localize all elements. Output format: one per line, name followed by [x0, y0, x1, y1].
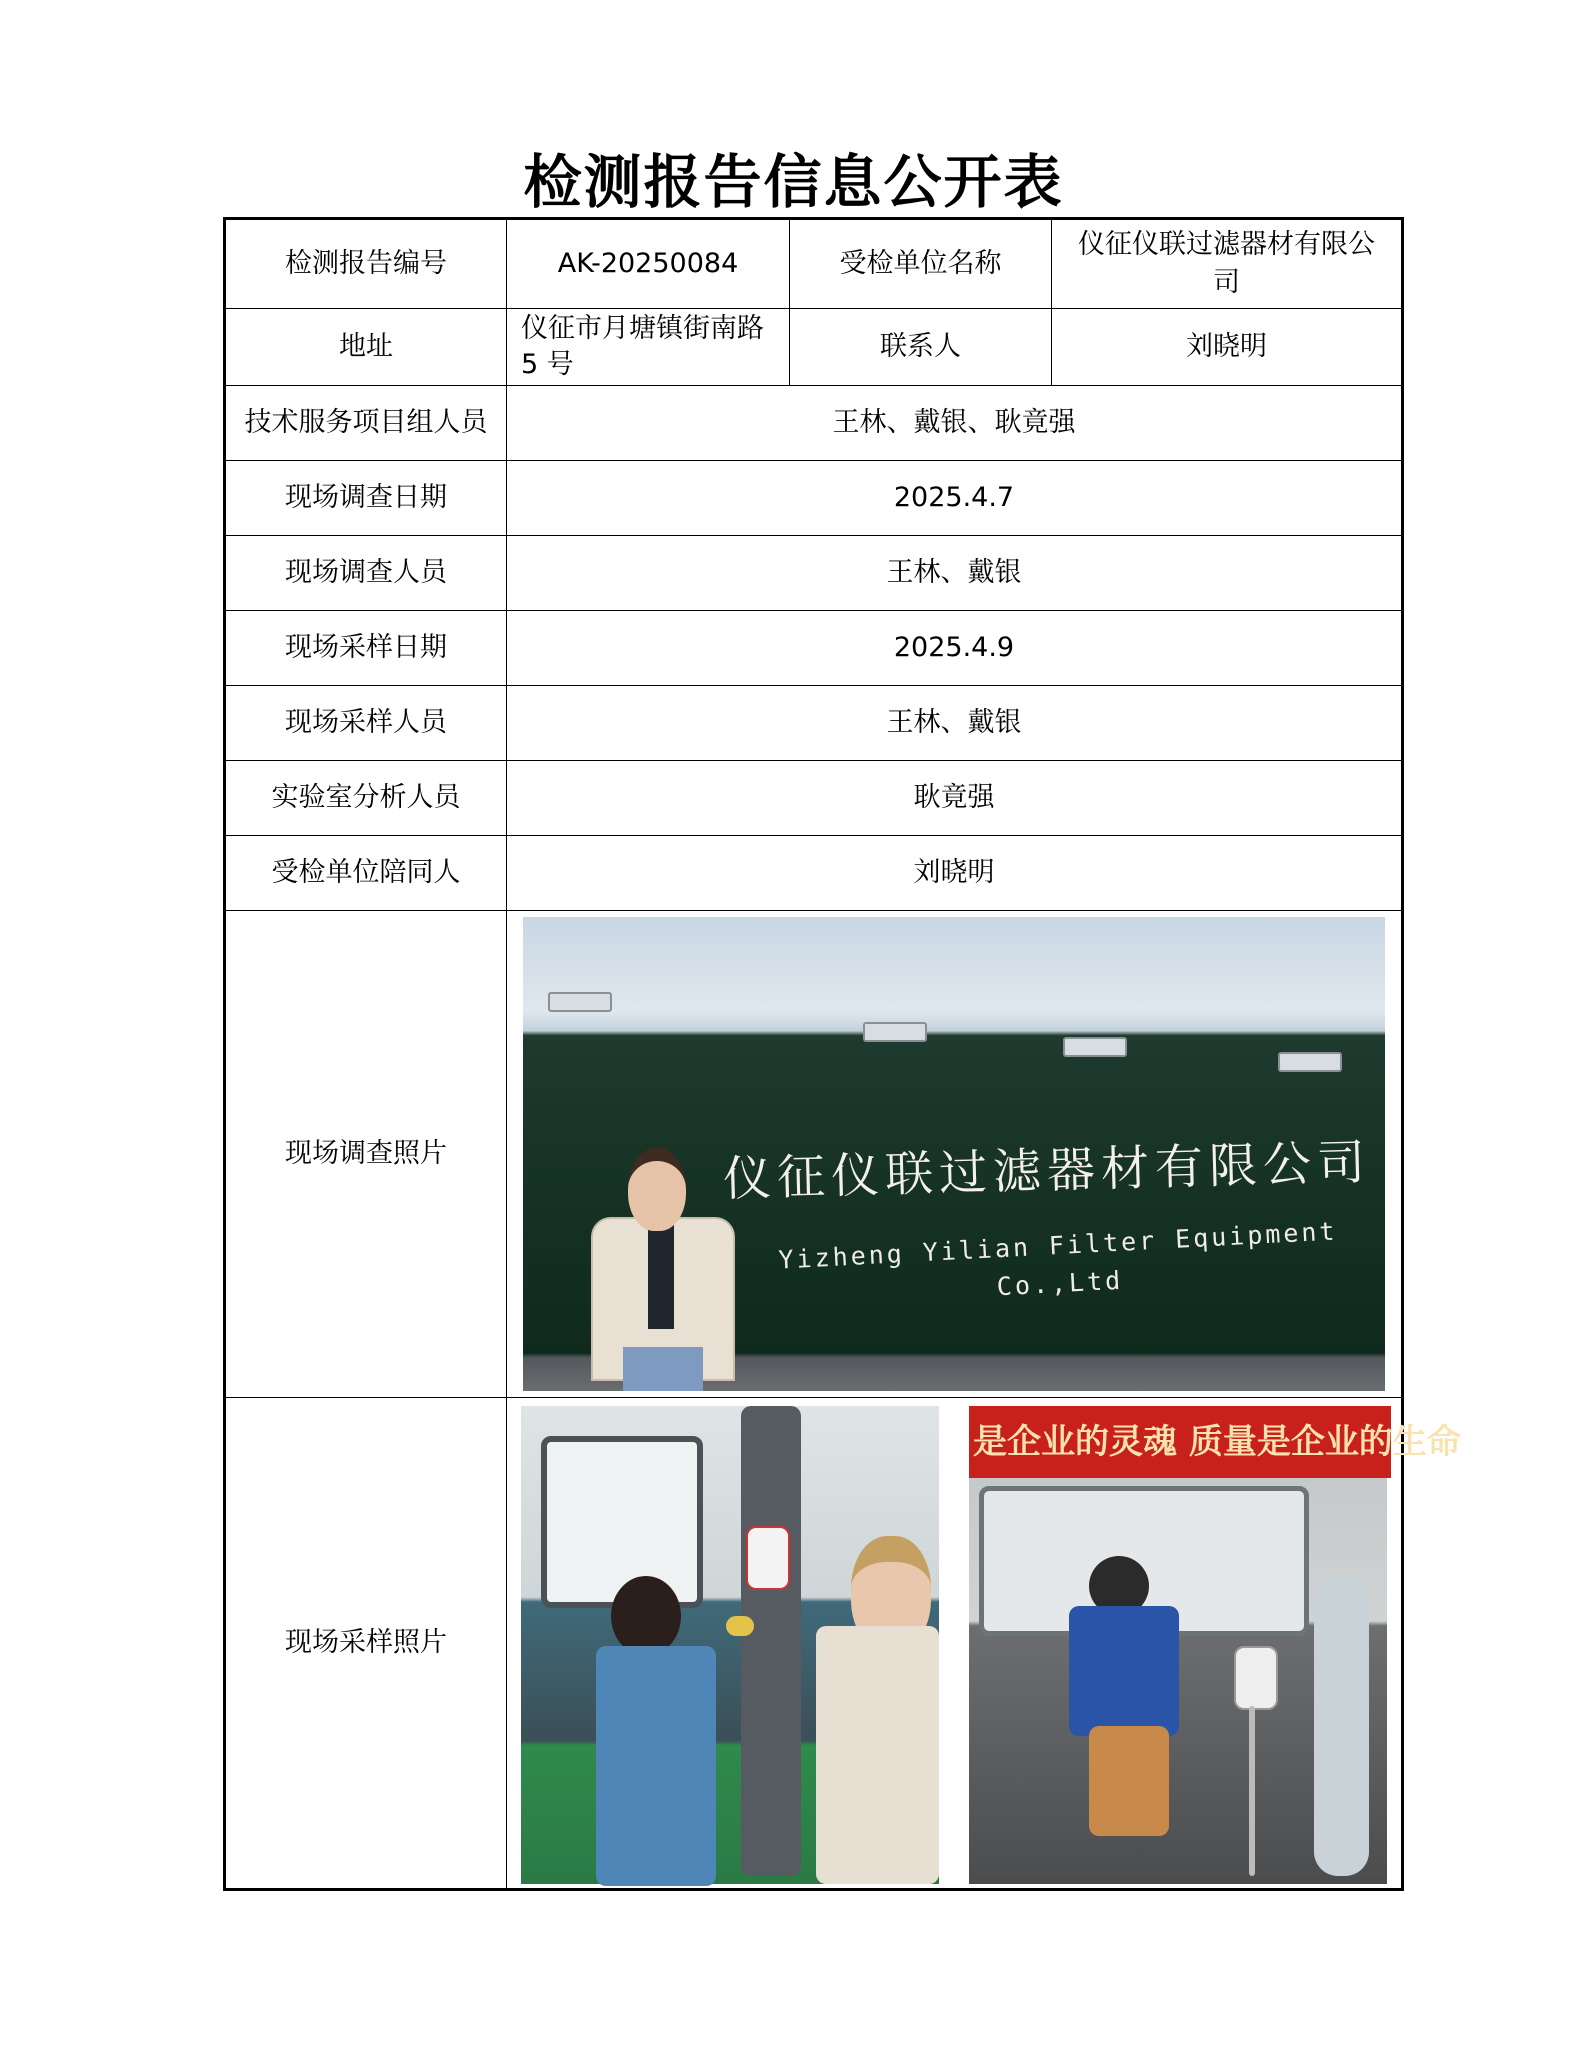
table-row: [225, 309, 1403, 386]
table-row: [225, 219, 1403, 309]
escort-value: 刘晓明: [507, 836, 1403, 911]
unit-value: [1052, 219, 1403, 309]
worker-hair: [611, 1576, 681, 1656]
address-label: 地址: [225, 309, 507, 386]
wall-lamp: [863, 1022, 927, 1042]
report-table: [223, 217, 1461, 1891]
survey-date-label: 现场调查日期: [225, 461, 507, 536]
address-line1: 仪征市月塘镇街南路: [521, 313, 764, 344]
table-row: [225, 536, 1403, 611]
table-row: [225, 386, 1403, 461]
notice-sign: [746, 1526, 790, 1590]
sample-date-label: 现场采样日期: [225, 611, 507, 686]
sound-meter: [726, 1616, 754, 1636]
survey-staff-value: 王林、戴银: [507, 536, 1403, 611]
sample-photo-left: [521, 1406, 939, 1884]
wall-lamp: [548, 992, 612, 1012]
sample-photo-right: [969, 1406, 1461, 1884]
contact-label: 联系人: [790, 309, 1052, 386]
sample-photo-pair: [507, 1398, 1461, 1888]
welder-uniform: [1069, 1606, 1179, 1736]
survey-staff-label: 现场调查人员: [225, 536, 507, 611]
table-row: [225, 611, 1403, 686]
address-value: [507, 309, 790, 386]
survey-photo-label: 现场调查照片: [225, 911, 507, 1398]
report-no-value: AK-20250084: [507, 219, 790, 309]
tripod: [1249, 1706, 1255, 1876]
table-row: [225, 911, 1403, 1398]
table-row: [225, 761, 1403, 836]
table-row: [225, 836, 1403, 911]
report-no-label: 检测报告编号: [225, 219, 507, 309]
unit-value-line1: 仪征仪联过滤器材有限公: [1078, 229, 1375, 260]
lab-value: 耿竟强: [507, 761, 1403, 836]
table-row: [225, 461, 1403, 536]
page-title: 检测报告信息公开表: [523, 148, 1064, 216]
company-sign-english: Yizheng Yilian Filter Equipment Co.,Ltd: [777, 1216, 1339, 1302]
survey-photo: [523, 917, 1385, 1391]
machine-column: [741, 1406, 801, 1876]
gas-cylinder: [1314, 1576, 1369, 1876]
lab-label: 实验室分析人员: [225, 761, 507, 836]
workshop-window: [541, 1436, 703, 1608]
person-head: [628, 1147, 686, 1231]
person-shirt: [648, 1219, 674, 1329]
sample-date-value: 2025.4.9: [507, 611, 1403, 686]
person-jeans: [623, 1347, 703, 1391]
address-line2: 5 号: [521, 349, 574, 380]
sample-staff-value: 王林、戴银: [507, 686, 1403, 761]
survey-photo-cell: [507, 911, 1403, 1398]
wooden-stool: [1089, 1726, 1169, 1836]
sampler-jacket: [816, 1626, 939, 1884]
contact-value: 刘晓明: [1052, 309, 1403, 386]
sampling-device: [1234, 1646, 1278, 1710]
sample-photo-label: 现场采样照片: [225, 1398, 507, 1890]
sample-staff-label: 现场采样人员: [225, 686, 507, 761]
table-row: [225, 686, 1403, 761]
workshop-banner: 是企业的灵魂 质量是企业的生命: [969, 1406, 1391, 1478]
escort-label: 受检单位陪同人: [225, 836, 507, 911]
wall-lamp: [1063, 1037, 1127, 1057]
worker-uniform: [596, 1646, 716, 1886]
wall-lamp: [1278, 1052, 1342, 1072]
unit-label: 受检单位名称: [790, 219, 1052, 309]
sample-photo-cell: [507, 1398, 1461, 1890]
table-row: [225, 1398, 1403, 1890]
survey-date-value: 2025.4.7: [507, 461, 1403, 536]
unit-value-line2: 司: [1213, 267, 1240, 298]
company-sign-chinese: 仪征仪联过滤器材有限公司: [722, 1134, 1372, 1208]
team-label: 技术服务项目组人员: [225, 386, 507, 461]
team-value: 王林、戴银、耿竟强: [507, 386, 1403, 461]
